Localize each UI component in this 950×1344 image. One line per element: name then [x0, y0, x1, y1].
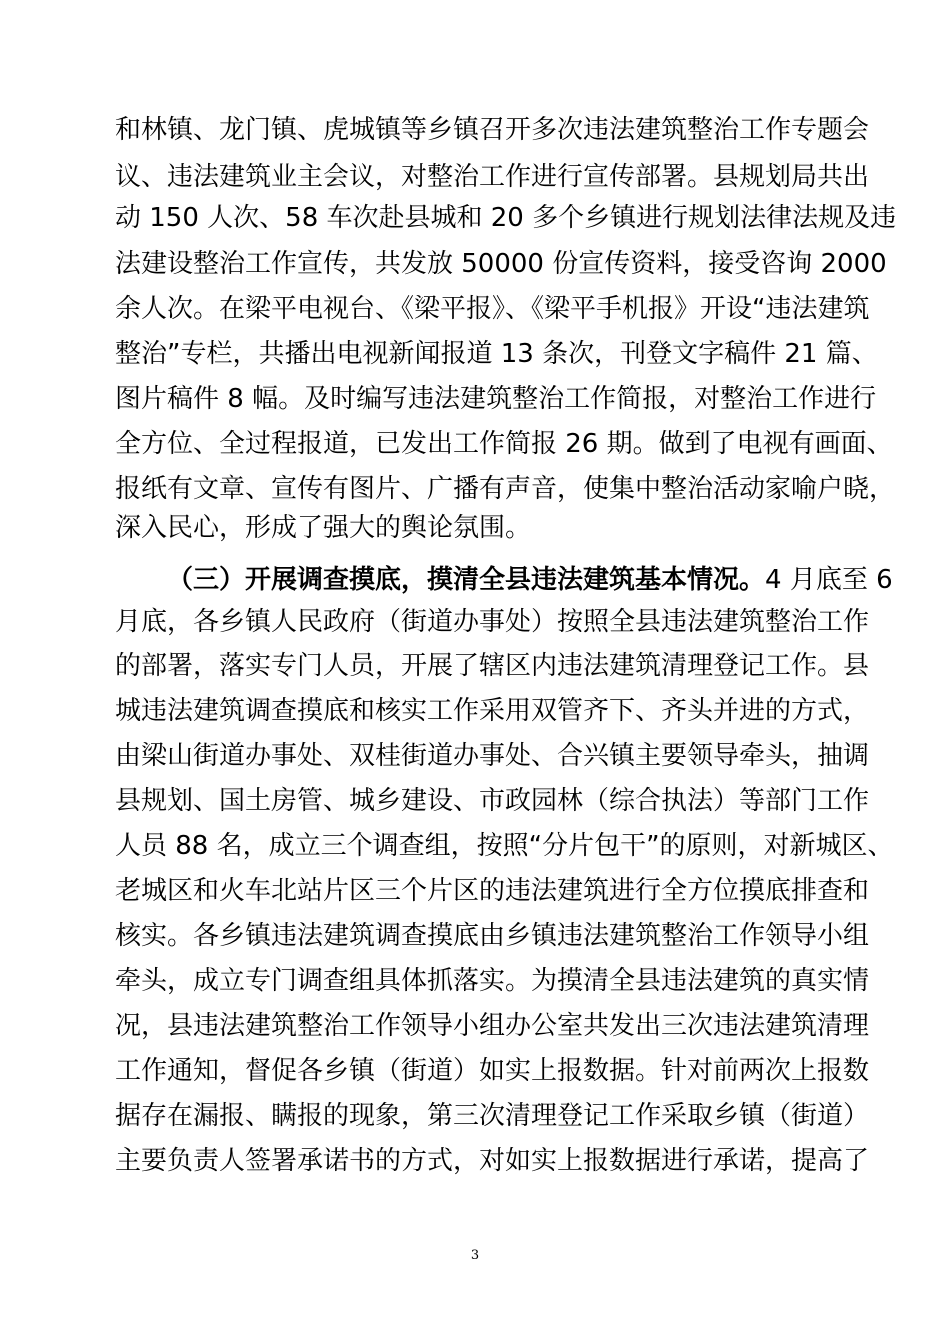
paragraph-line: 牵头，成立专门调查组具体抓落实。为摸清全县违法建筑的真实情 — [115, 966, 870, 996]
paragraph-line: 况，县违法建筑整治工作领导小组办公室共发出三次违法建筑清理 — [115, 1011, 870, 1041]
paragraph-line: 动 150 人次、58 车次赴县城和 20 多个乡镇进行规划法律法规及违 — [115, 203, 897, 233]
paragraph-line: 主要负责人签署承诺书的方式，对如实上报数据进行承诺，提高了 — [115, 1146, 870, 1176]
paragraph-line: 图片稿件 8 幅。及时编写违法建筑整治工作简报，对整治工作进行 — [115, 384, 877, 414]
paragraph-line: 报纸有文章、宣传有图片、广播有声音，使集中整治活动家喻户晓， — [115, 474, 896, 504]
paragraph-line: 整治”专栏，共播出电视新闻报道 13 条次，刊登文字稿件 21 篇、 — [115, 339, 878, 369]
paragraph-line: 月底，各乡镇人民政府（街道办事处）按照全县违法建筑整治工作 — [115, 607, 870, 637]
paragraph-line: 全方位、全过程报道，已发出工作简报 26 期。做到了电视有画面、 — [115, 429, 893, 459]
paragraph-line: 议、违法建筑业主会议，对整治工作进行宣传部署。县规划局共出 — [115, 162, 870, 192]
paragraph-line: 和林镇、龙门镇、虎城镇等乡镇召开多次违法建筑整治工作专题会 — [115, 115, 870, 145]
section-heading-line — [167, 558, 893, 602]
paragraph-line: 余人次。在梁平电视台、《梁平报》、《梁平手机报》开设“违法建筑 — [115, 294, 870, 324]
paragraph-line: 核实。各乡镇违法建筑调查摸底由乡镇违法建筑整治工作领导小组 — [115, 921, 870, 951]
paragraph-line: 工作通知，督促各乡镇（街道）如实上报数据。针对前两次上报数 — [115, 1056, 870, 1086]
paragraph-line: 深入民心，形成了强大的舆论氛围。 — [115, 513, 532, 543]
paragraph-line: 人员 88 名，成立三个调查组，按照“分片包干”的原则，对新城区、 — [115, 831, 894, 861]
paragraph-line: 据存在漏报、瞒报的现象，第三次清理登记工作采取乡镇（街道） — [115, 1101, 870, 1131]
page-number: 3 — [470, 1248, 480, 1263]
paragraph-line: 法建设整治工作宣传，共发放 50000 份宣传资料，接受咨询 2000 — [115, 249, 887, 279]
section-heading: （三）开展调查摸底，摸清全县违法建筑基本情况。 — [167, 565, 766, 595]
paragraph-line: 城违法建筑调查摸底和核实工作采用双管齐下、齐头并进的方式， — [115, 696, 870, 726]
paragraph-line: 县规划、国土房管、城乡建设、市政园林（综合执法）等部门工作 — [115, 786, 870, 816]
paragraph-line: 由梁山街道办事处、双桂街道办事处、合兴镇主要领导牵头，抽调 — [115, 741, 870, 771]
paragraph-line: 老城区和火车北站片区三个片区的违法建筑进行全方位摸底排查和 — [115, 876, 870, 906]
paragraph-text: 4 月底至 6 — [765, 565, 893, 595]
paragraph-line: 的部署，落实专门人员，开展了辖区内违法建筑清理登记工作。县 — [115, 651, 870, 681]
